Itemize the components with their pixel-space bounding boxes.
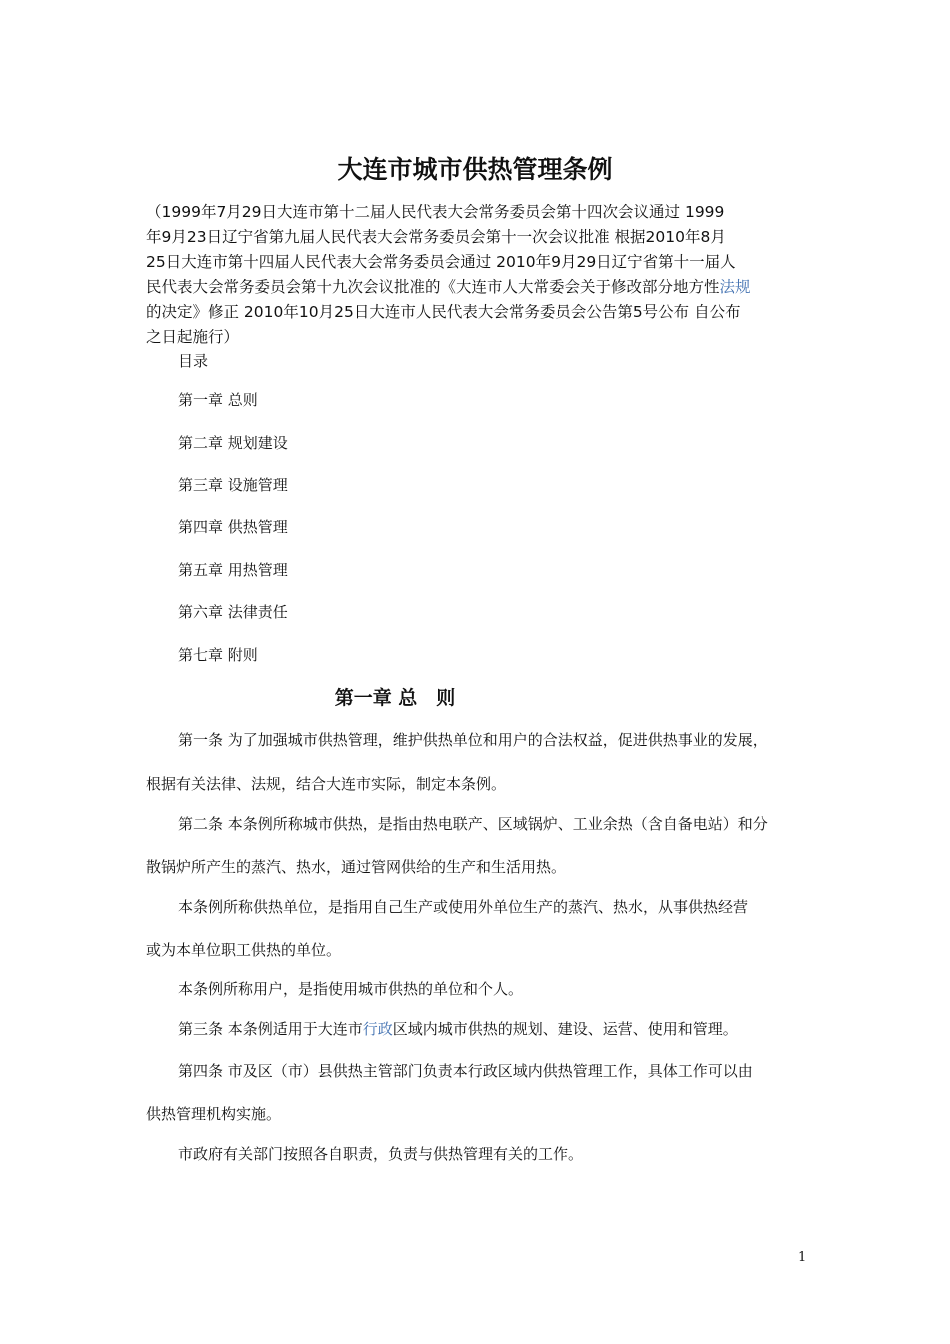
article-3 <box>178 1018 738 1039</box>
toc-item-4: 第四章 供热管理 <box>178 518 288 536</box>
toc-item-1: 第一章 总则 <box>178 391 258 409</box>
article-2-para-3: 本条例所称用户，是指使用城市供热的单位和个人。 <box>178 980 524 998</box>
document-title: 大连市城市供热管理条例 <box>337 155 613 184</box>
toc-item-2: 第二章 规划建设 <box>178 434 288 452</box>
toc-item-7: 第七章 附则 <box>178 646 258 664</box>
preamble-line-5: 的决定》修正 2010年10月25日大连市人民代表大会常务委员会公告第5号公布 自公布 <box>146 303 741 321</box>
article-1-line-2: 根据有关法律、法规，结合大连市实际，制定本条例。 <box>146 775 507 793</box>
preamble-line-4 <box>146 275 818 300</box>
article-4-para-2: 市政府有关部门按照各自职责，负责与供热管理有关的工作。 <box>178 1145 584 1163</box>
article-4-line-1: 第四条 市及区（市）县供热主管部门负责本行政区域内供热管理工作，具体工作可以由 <box>178 1062 753 1080</box>
page-number: 1 <box>798 1250 807 1265</box>
regulation-link[interactable]: 法规 <box>719 278 751 296</box>
preamble <box>146 200 818 350</box>
toc-item-6: 第六章 法律责任 <box>178 603 288 621</box>
preamble-line-3: 25日大连市第十四届人民代表大会常务委员会通过 2010年9月29日辽宁省第十一届人 <box>146 253 736 271</box>
preamble-line-4-text: 民代表大会常务委员会第十九次会议批准的《大连市人大常委会关于修改部分地方性 <box>146 278 720 296</box>
toc-item-3: 第三章 设施管理 <box>178 476 288 494</box>
toc-label: 目录 <box>178 352 209 370</box>
administrative-link[interactable]: 行政 <box>362 1020 393 1038</box>
chapter-1-heading: 第一章 总 则 <box>334 687 456 709</box>
preamble-line-1: （1999年7月29日大连市第十二届人民代表大会常务委员会第十四次会议通过 1999 <box>146 203 725 221</box>
article-1-line-1: 第一条 为了加强城市供热管理，维护供热单位和用户的合法权益，促进供热事业的发展， <box>178 731 768 749</box>
preamble-line-2: 年9月23日辽宁省第九届人民代表大会常务委员会第十一次会议批准 根据2010年8月 <box>146 228 726 246</box>
toc-item-5: 第五章 用热管理 <box>178 561 288 579</box>
preamble-line-6: 之日起施行） <box>146 328 240 346</box>
article-4-line-2: 供热管理机构实施。 <box>146 1105 282 1123</box>
article-3-text-before: 第三条 本条例适用于大连市 <box>178 1020 363 1038</box>
article-2-line-1: 第二条 本条例所称城市供热，是指由热电联产、区域锅炉、工业余热（含自备电站）和分 <box>178 815 768 833</box>
article-3-text-after: 区域内城市供热的规划、建设、运营、使用和管理。 <box>392 1020 738 1038</box>
article-2-para-2-line-2: 或为本单位职工供热的单位。 <box>146 941 342 959</box>
article-2-line-2: 散锅炉所产生的蒸汽、热水，通过管网供给的生产和生活用热。 <box>146 858 567 876</box>
article-2-para-2-line-1: 本条例所称供热单位，是指用自己生产或使用外单位生产的蒸汽、热水，从事供热经营 <box>178 898 749 916</box>
